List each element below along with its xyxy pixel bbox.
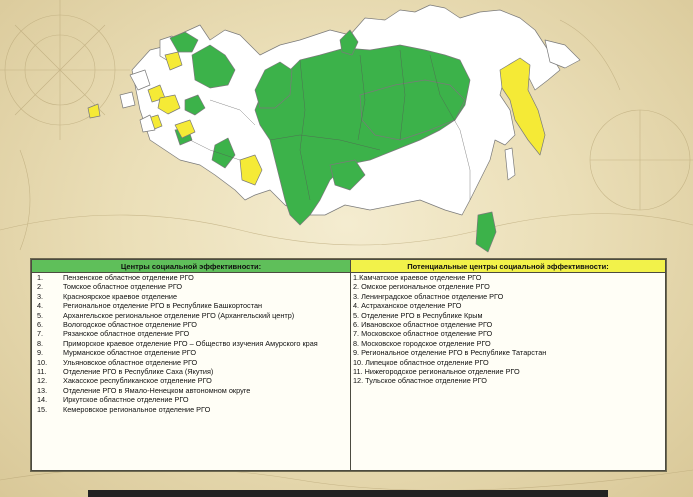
- left-list-item-number: 11.: [37, 367, 47, 377]
- left-list-item-number: 5.: [37, 310, 44, 320]
- bottom-bar: [88, 490, 608, 497]
- left-list-item: [32, 329, 350, 338]
- right-list-item: 12. Тульское областное отделение РГО: [353, 376, 487, 386]
- left-list-item-text: Хакасское республиканское отделение РГО: [63, 376, 212, 386]
- left-list-item-number: 6.: [37, 320, 44, 330]
- left-list-item: [32, 311, 350, 320]
- right-header: Потенциальные центры социальной эффективности:: [351, 260, 666, 273]
- left-list-item-number: 9.: [37, 348, 44, 358]
- right-list-item: 9. Региональное отделение РГО в Республике Татарстан: [353, 348, 547, 358]
- right-list-item: 3. Ленинградское областное отделение РГО: [353, 291, 504, 301]
- right-list-item: 4. Астраханское отделение РГО: [353, 301, 462, 311]
- left-list-item: [32, 273, 350, 282]
- left-list-item-text: Томское областное отделение РГО: [63, 282, 183, 292]
- right-list-item: 11. Нижегородское региональное отделение РГО: [353, 367, 520, 377]
- left-list-item: [32, 301, 350, 310]
- left-list-item-text: Ульяновское областное отделение РГО: [63, 357, 198, 367]
- right-list-item: 2. Омское региональное отделение РГО: [353, 282, 490, 292]
- left-list-item-text: Отделение РГО в Республике Саха (Якутия): [63, 367, 214, 377]
- region-green-primorye: [476, 212, 496, 252]
- region-sakhalin: [505, 148, 515, 180]
- left-list-item: [32, 292, 350, 301]
- left-list-item-text: Иркутское областное отделение РГО: [63, 395, 189, 405]
- right-column: [351, 273, 666, 471]
- left-list-item-number: 3.: [37, 291, 44, 301]
- left-list-item-number: 14.: [37, 395, 48, 405]
- left-list-item-number: 7.: [37, 329, 44, 339]
- left-list-item-text: Красноярское краевое отделение: [63, 291, 178, 301]
- left-list-item-number: 4.: [37, 301, 44, 311]
- left-header: Центры социальной эффективности:: [32, 260, 351, 273]
- region-yellow-crimea: [88, 104, 100, 118]
- left-list-item: [32, 376, 350, 385]
- left-list-item-number: 12.: [37, 376, 48, 386]
- left-list-item-number: 15.: [37, 404, 48, 414]
- left-list-item-number: 13.: [37, 385, 48, 395]
- left-list-item: [32, 320, 350, 329]
- left-list-item: [32, 339, 350, 348]
- left-list-item: [32, 386, 350, 395]
- potential-centers-list: [351, 273, 665, 386]
- left-list-item: [32, 395, 350, 404]
- right-list-item: 10. Липецкое областное отделение РГО: [353, 357, 489, 367]
- right-list-item: 6. Ивановское областное отделение РГО: [353, 320, 493, 330]
- left-list-item-number: 2.: [37, 282, 44, 292]
- left-list-item-text: Отделение РГО в Ямало-Ненецком автономном округе: [63, 385, 251, 395]
- left-list-item-text: Приморское краевое отделение РГО – Общество изучения Амурского края: [63, 338, 318, 348]
- right-list-item: 7. Московское областное отделение РГО: [353, 329, 493, 339]
- right-list-item: 5. Отделение РГО в Республике Крым: [353, 310, 483, 320]
- left-list-item: [32, 358, 350, 367]
- right-list-item: 8. Московское городское отделение РГО: [353, 338, 491, 348]
- left-list-item-number: 10.: [37, 357, 48, 367]
- left-list-item-text: Рязанское областное отделение РГО: [63, 329, 190, 339]
- left-list-item-text: Региональное отделение РГО в Республике Башкортостан: [63, 301, 263, 311]
- left-list-item: [32, 348, 350, 357]
- left-column: [32, 273, 351, 471]
- left-list-item-number: 1.: [37, 273, 44, 282]
- left-list-item-number: 8.: [37, 338, 44, 348]
- left-list-item-text: Архангельское региональное отделение РГО (Архангельский центр): [63, 310, 295, 320]
- right-list-item: 1.Камчатское краевое отделение РГО: [353, 273, 482, 282]
- left-list-item: [32, 367, 350, 376]
- left-list-item: [32, 405, 350, 414]
- centers-table-grid: [31, 259, 666, 471]
- left-list-item-text: Пензенское областное отделение РГО: [63, 273, 194, 282]
- centers-table: [30, 258, 667, 472]
- left-list-item-text: Вологодское областное отделение РГО: [63, 320, 197, 330]
- left-list-item-text: Кемеровское региональное отделение РГО: [63, 404, 211, 414]
- left-list-item: [32, 282, 350, 291]
- left-list-item-text: Мурманское областное отделение РГО: [63, 348, 197, 358]
- social-efficiency-list: [32, 273, 350, 414]
